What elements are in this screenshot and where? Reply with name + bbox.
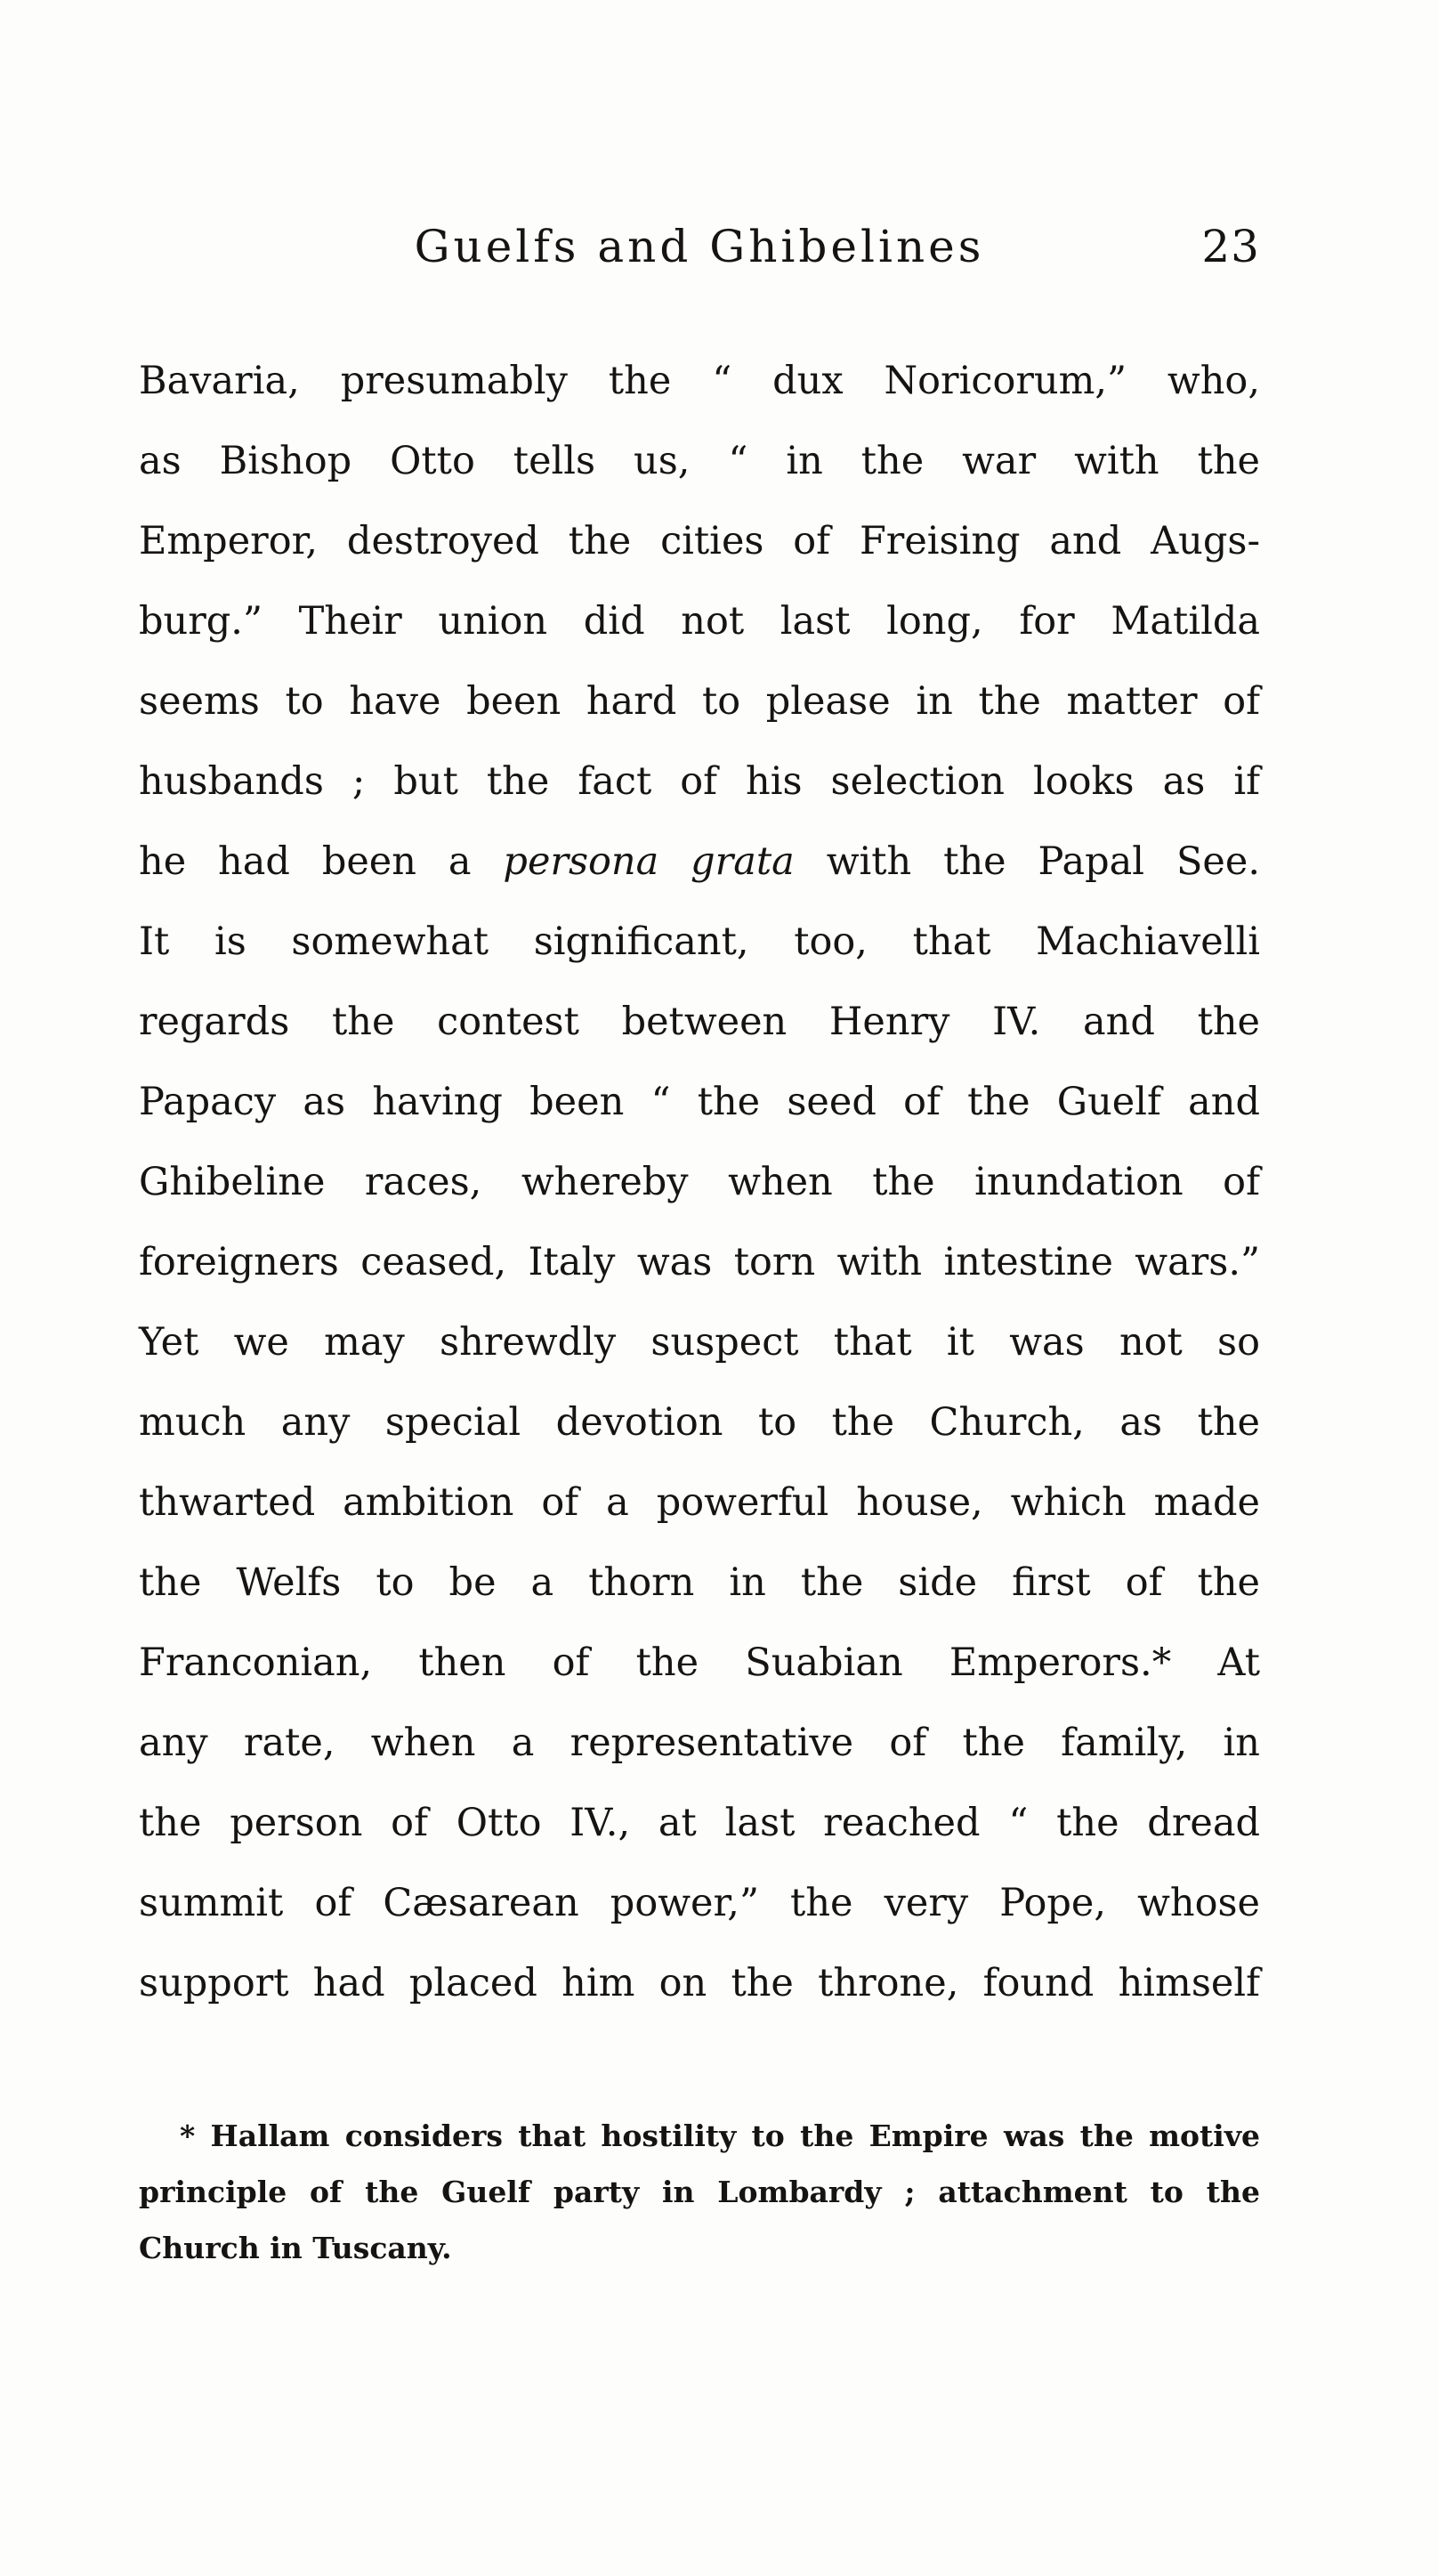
text-line [139,1783,1260,1863]
text-segment: It is somewhat significant, too, that Machiavelli [139,919,1260,964]
italic-phrase: persona grata [503,839,795,884]
text-segment: Emperor, destroyed the cities of Freising and Augs- [139,519,1260,563]
text-line [139,501,1260,581]
text-line [139,1543,1260,1623]
page-number: 23 [1201,221,1260,272]
text-segment: thwarted ambition of a powerful house, which made [139,1480,1260,1525]
text-line [139,1302,1260,1382]
text-segment: Yet we may shrewdly suspect that it was not so [139,1320,1260,1365]
text-line [139,1382,1260,1462]
text-line [139,1222,1260,1302]
text-line [139,661,1260,741]
text-segment: foreigners ceased, Italy was torn with intestine wars.” [139,1240,1260,1284]
text-segment: any rate, when a representative of the family, in [139,1721,1260,1765]
text-segment: as Bishop Otto tells us, “ in the war with the [139,439,1260,483]
text-line [139,982,1260,1062]
text-segment: Franconian, then of the Suabian Emperors.* At [139,1640,1260,1685]
text-line [139,2164,1260,2220]
text-line [139,822,1260,902]
text-segment: Ghibeline races, whereby when the inundation of [139,1160,1260,1204]
text-line [139,1142,1260,1222]
text-segment: with the Papal See. [794,839,1260,884]
text-segment: support had placed him on the throne, found himself [139,1961,1260,2005]
text-segment: Papacy as having been “ the seed of the Guelf and [139,1080,1260,1124]
text-segment: summit of Cæsarean power,” the very Pope, whose [139,1881,1260,1925]
footnote [139,2108,1260,2276]
text-line [139,1703,1260,1783]
text-line [139,2220,1260,2276]
text-segment: the Welfs to be a thorn in the side first of the [139,1560,1260,1605]
text-line [139,1623,1260,1703]
text-segment: Church in Tuscany. [139,2231,452,2265]
text-line [139,1462,1260,1543]
text-segment: he had been a [139,839,504,884]
text-segment: Bavaria, presumably the “ dux Noricorum,” who, [139,359,1260,403]
text-line [139,902,1260,982]
text-line [139,1863,1260,1943]
text-segment: * Hallam considers that hostility to the Empire was the motive [180,2118,1260,2153]
text-segment: seems to have been hard to please in the matter of [139,679,1260,724]
text-segment: regards the contest between Henry IV. and the [139,1000,1260,1044]
text-segment: husbands ; but the fact of his selection looks as if [139,759,1260,804]
page-header [139,221,1260,283]
text-segment: burg.” Their union did not last long, for Matilda [139,599,1260,644]
text-segment: the person of Otto IV., at last reached “ the dread [139,1801,1260,1845]
text-segment: principle of the Guelf party in Lombardy ; attachment to the [139,2175,1260,2209]
text-line [139,1943,1260,2023]
text-line [139,581,1260,661]
text-line [139,421,1260,501]
text-line [139,741,1260,822]
text-line [139,2108,1260,2164]
body-text [139,341,1260,2023]
text-line [139,341,1260,421]
text-segment: much any special devotion to the Church, as the [139,1400,1260,1445]
text-line [139,1062,1260,1142]
running-head-title: Guelfs and Ghibelines [414,221,985,272]
